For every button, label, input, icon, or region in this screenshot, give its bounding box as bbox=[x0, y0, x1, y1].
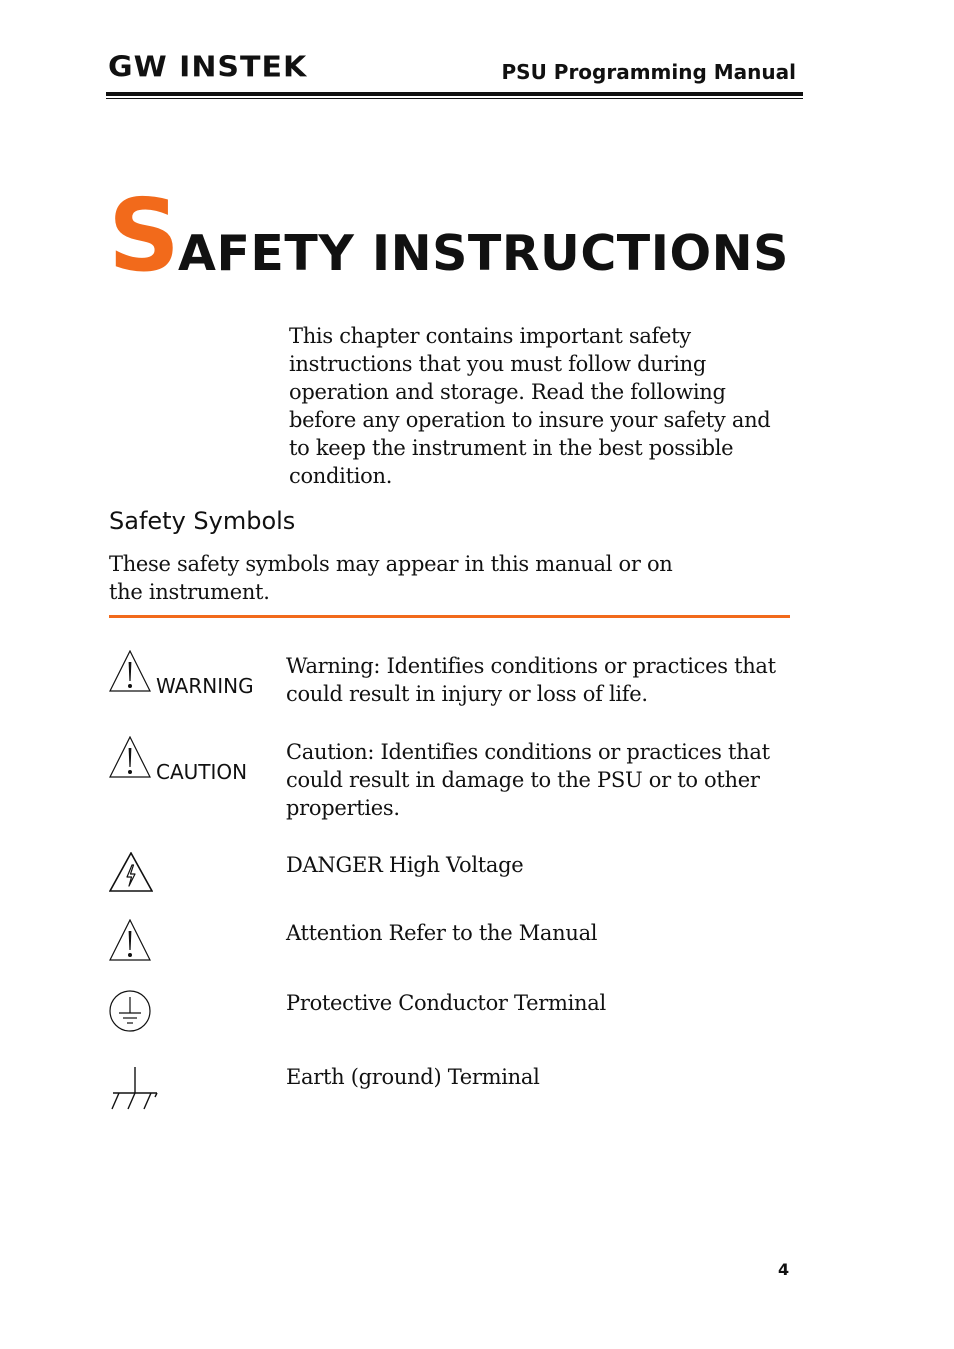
chapter-title-rest: AFETY INSTRUCTIONS bbox=[178, 225, 789, 282]
chapter-intro: This chapter contains important safety instructions that you must follow during operation and storage. Read the following before any operation to insure your safety and to keep the instrument in the best possible condition. bbox=[289, 324, 771, 488]
brand-logo: GW INSTEK bbox=[108, 51, 308, 85]
symbol-description: Attention Refer to the Manual bbox=[286, 921, 598, 945]
symbol-label: WARNING bbox=[156, 674, 254, 698]
header-divider bbox=[106, 92, 803, 96]
symbol-label: CAUTION bbox=[156, 760, 248, 784]
section-heading: Safety Symbols bbox=[109, 507, 296, 535]
earth-ground-icon bbox=[109, 1065, 161, 1113]
chapter-title-initial: S bbox=[108, 177, 179, 294]
warning-triangle-icon bbox=[109, 650, 151, 692]
symbol-description: Warning: Identifies conditions or practices that could result in injury or loss of life. bbox=[286, 654, 776, 706]
symbol-description: DANGER High Voltage bbox=[286, 853, 524, 877]
attention-icon bbox=[109, 919, 151, 961]
page-number: 4 bbox=[778, 1260, 790, 1279]
symbol-description: Earth (ground) Terminal bbox=[286, 1065, 540, 1089]
protective-conductor-icon bbox=[109, 989, 153, 1033]
caution-triangle-icon bbox=[109, 736, 151, 778]
manual-title: PSU Programming Manual bbox=[501, 60, 796, 84]
section-intro: These safety symbols may appear in this manual or on the instrument. bbox=[109, 552, 673, 604]
symbol-description: Protective Conductor Terminal bbox=[286, 991, 606, 1015]
symbol-description: Caution: Identifies conditions or practices that could result in damage to the PSU or to other properties. bbox=[286, 740, 770, 820]
high-voltage-icon bbox=[109, 852, 153, 892]
chapter-title bbox=[108, 177, 789, 294]
header-divider-thin bbox=[106, 98, 803, 99]
section-divider bbox=[109, 615, 790, 618]
